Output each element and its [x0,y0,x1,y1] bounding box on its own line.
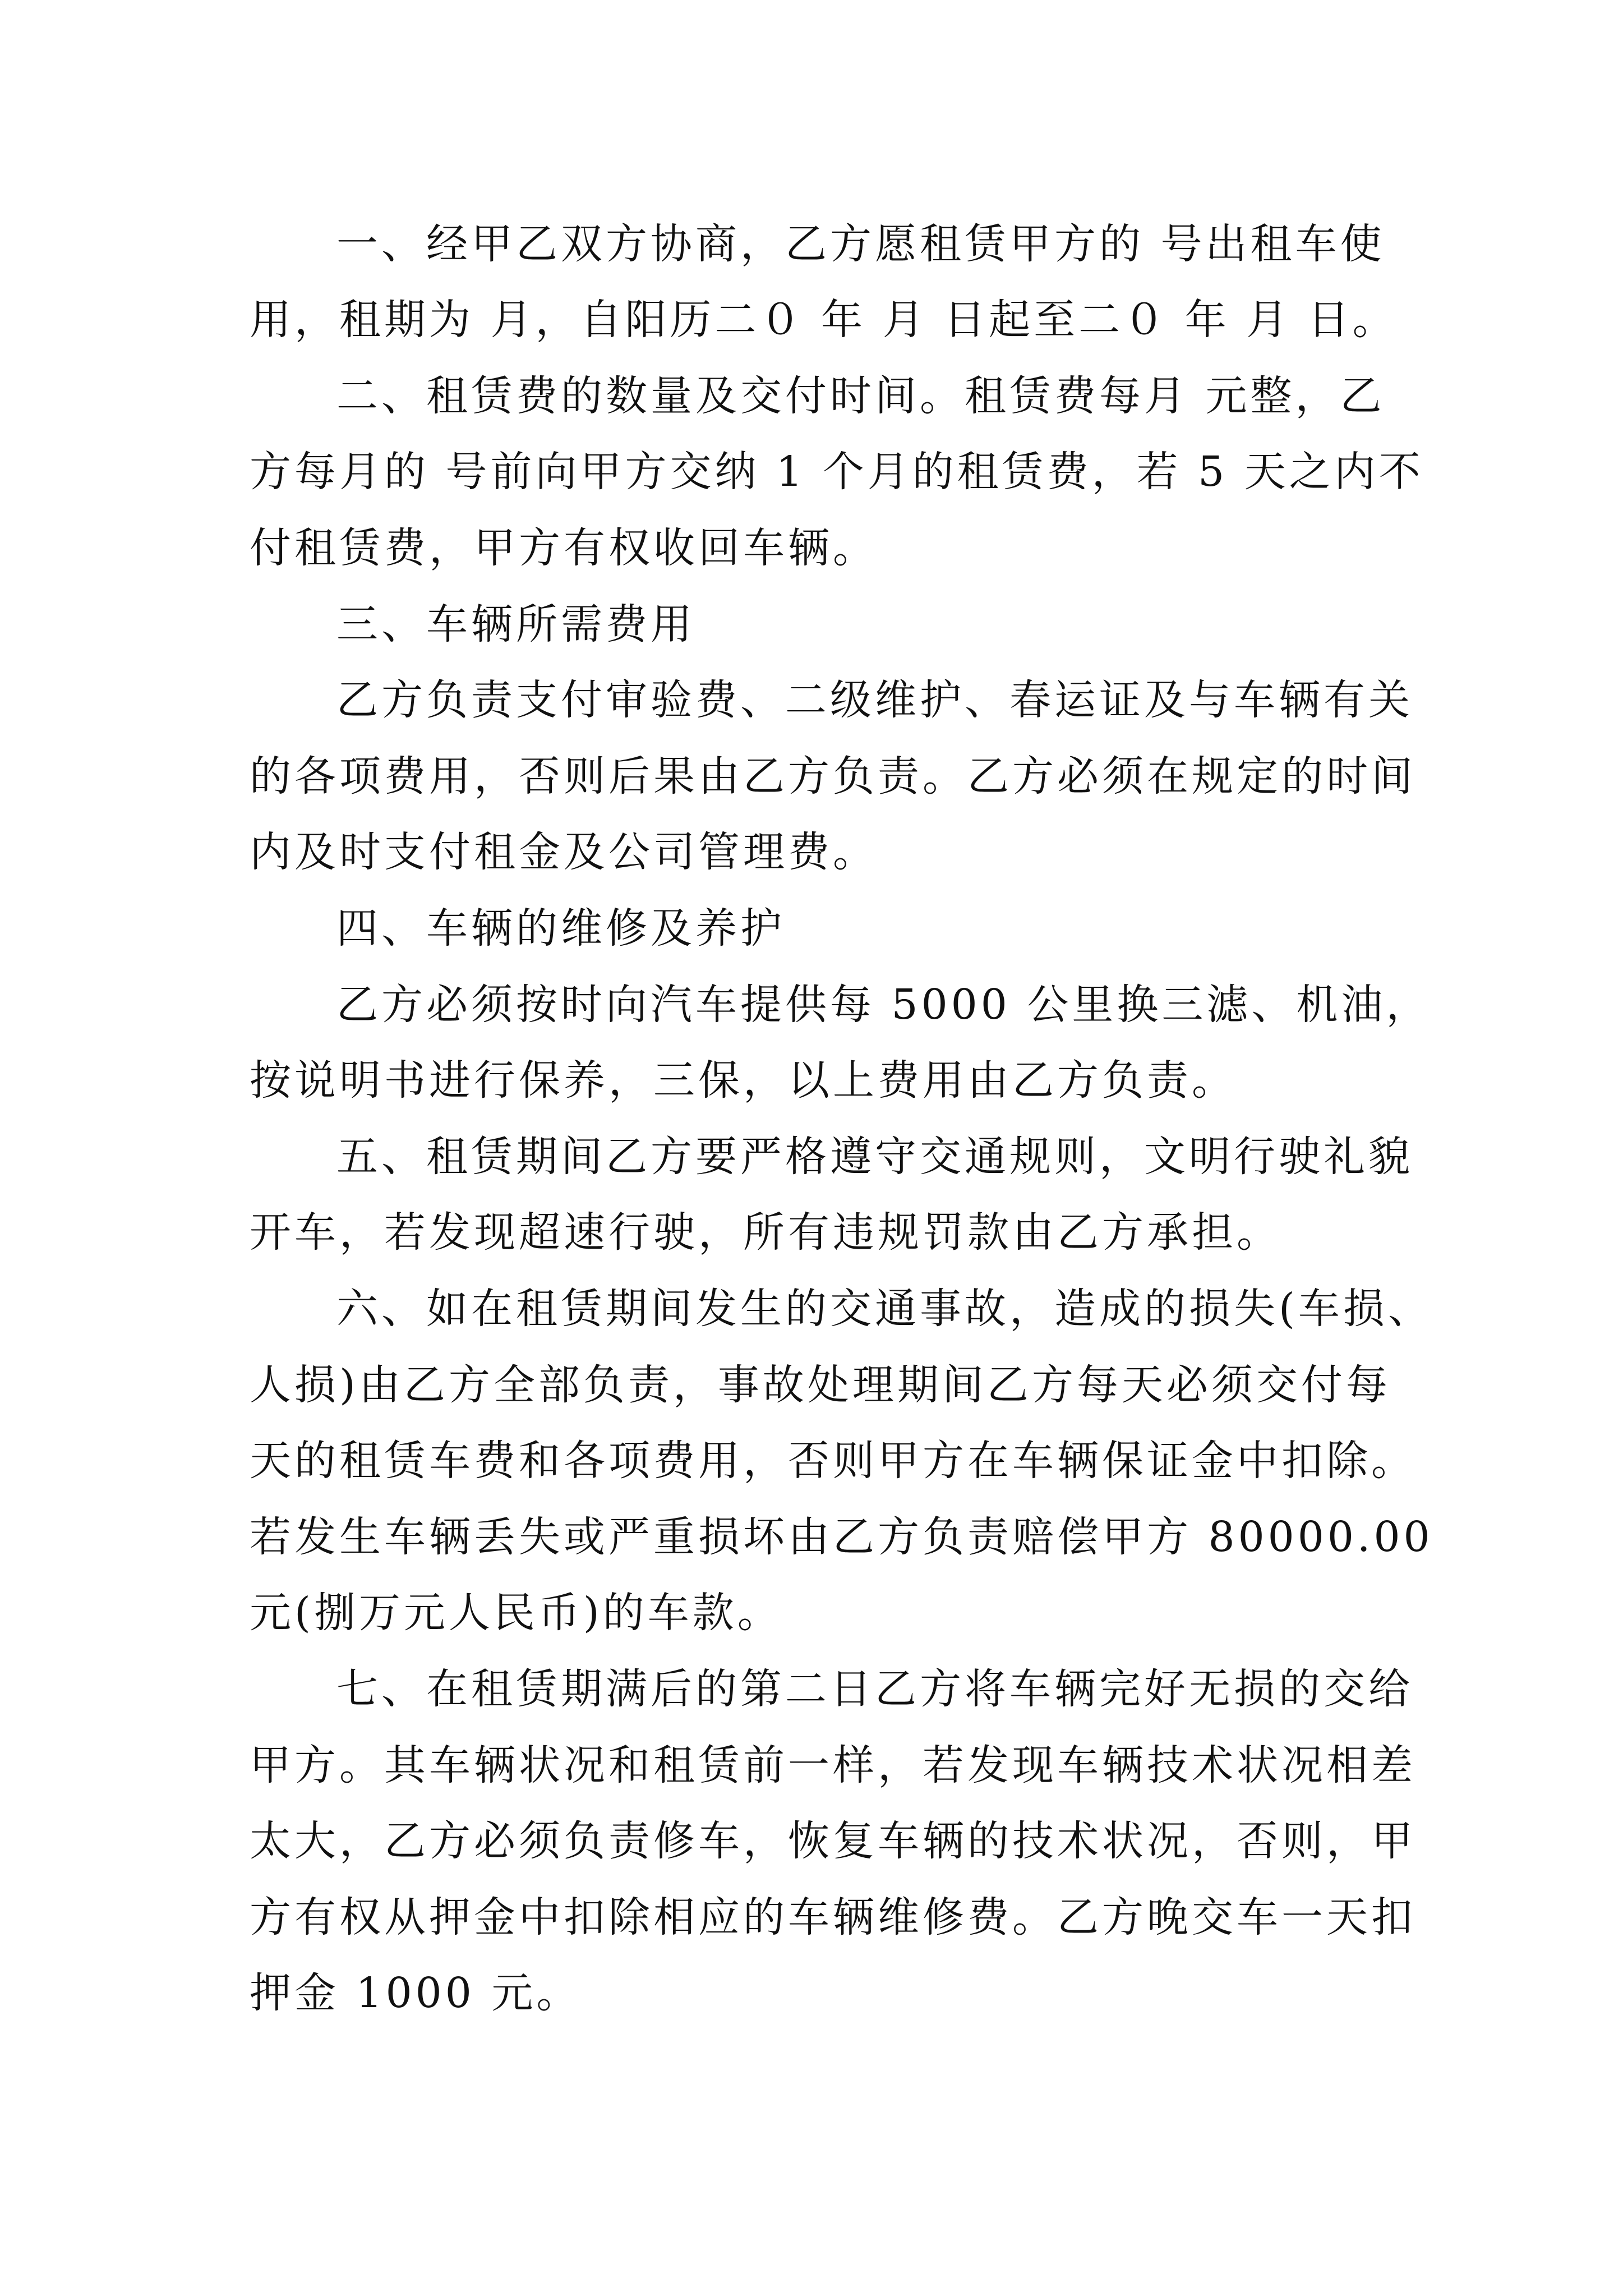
clause-6-line-2: 人损)由乙方全部负责，事故处理期间乙方每天必须交付每 [250,1361,1391,1409]
clause-4-heading: 四、车辆的维修及养护 [336,904,785,953]
clause-4-line-2: 按说明书进行保养，三保，以上费用由乙方负责。 [250,1056,1237,1105]
clause-2-line-2: 方每月的 号前向甲方交纳 1 个月的租赁费，若 5 天之内不 [250,448,1424,496]
clause-6-line-3: 天的租赁车费和各项费用，否则甲方在车辆保证金中扣除。 [250,1437,1416,1485]
clause-2-line-3: 付租赁费，甲方有权收回车辆。 [250,524,878,572]
clause-6-line-5: 元(捌万元人民币)的车款。 [250,1589,782,1637]
clause-7-line-4: 方有权从押金中扣除相应的车辆维修费。乙方晚交车一天扣 [250,1893,1416,1941]
clause-7-line-1: 七、在租赁期满后的第二日乙方将车辆完好无损的交给 [336,1665,1413,1713]
clause-3-heading: 三、车辆所需费用 [336,600,695,648]
clause-7-line-5: 押金 1000 元。 [250,1969,582,2017]
clause-2-line-1: 二、租赁费的数量及交付时间。租赁费每月 元整，乙 [336,372,1385,420]
clause-3-line-1: 乙方负责支付审验费、二级维护、春运证及与车辆有关 [336,676,1413,724]
clause-3-line-2: 的各项费用，否则后果由乙方负责。乙方必须在规定的时间 [250,752,1416,800]
clause-5-line-1: 五、租赁期间乙方要严格遵守交通规则，文明行驶礼貌 [336,1133,1413,1181]
clause-1-line-2: 用，租期为 月，自阳历二０ 年 月 日起至二０ 年 月 日。 [250,296,1398,344]
clause-1-line-1: 一、经甲乙双方协商，乙方愿租赁甲方的 号出租车使 [336,220,1385,268]
clause-3-line-3: 内及时支付租金及公司管理费。 [250,828,878,876]
clause-4-line-1: 乙方必须按时向汽车提供每 5000 公里换三滤、机油， [336,981,1431,1029]
clause-7-line-3: 太大，乙方必须负责修车，恢复车辆的技术状况，否则，甲 [250,1817,1416,1865]
clause-7-line-2: 甲方。其车辆状况和租赁前一样，若发现车辆技术状况相差 [250,1741,1416,1789]
clause-5-line-2: 开车，若发现超速行驶，所有违规罚款由乙方承担。 [250,1208,1281,1257]
clause-6-line-1: 六、如在租赁期间发生的交通事故，造成的损失(车损、 [336,1285,1433,1333]
clause-6-line-4: 若发生车辆丢失或严重损坏由乙方负责赔偿甲方 80000.00 [250,1513,1433,1561]
